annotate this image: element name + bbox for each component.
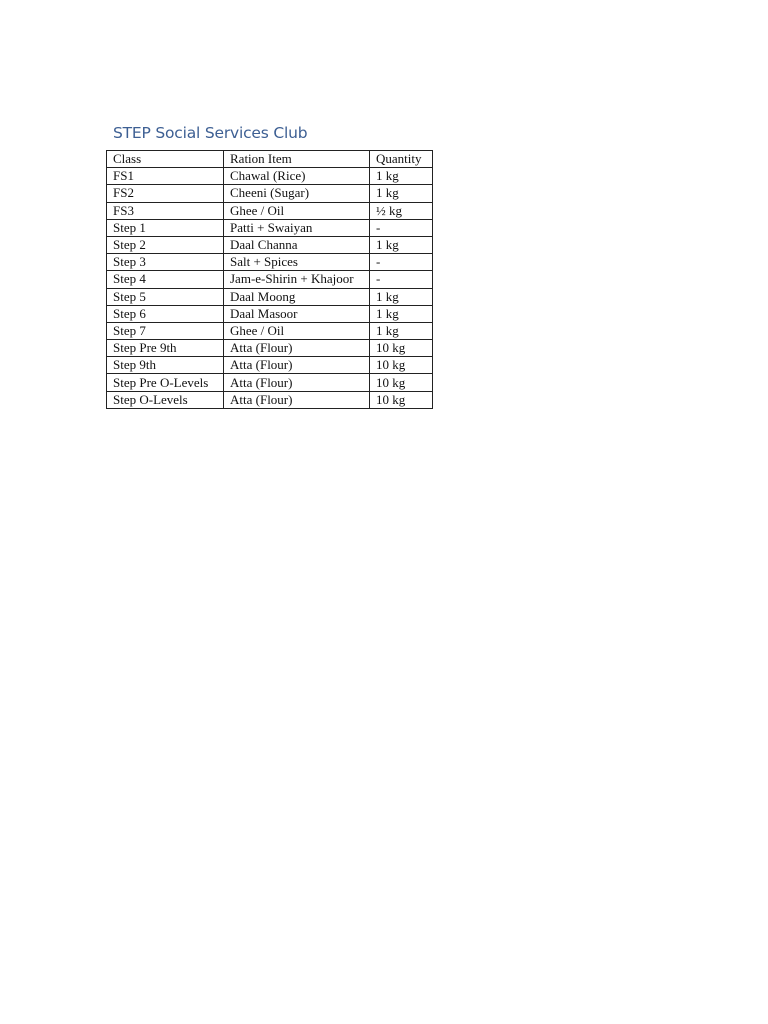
- cell-ration-item: Chawal (Rice): [224, 168, 370, 185]
- table-row: [107, 288, 433, 305]
- cell-class: FS1: [107, 168, 224, 185]
- cell-quantity: 10 kg: [370, 357, 433, 374]
- cell-quantity: 10 kg: [370, 340, 433, 357]
- table-header-row: [107, 151, 433, 168]
- cell-class: Step 9th: [107, 357, 224, 374]
- cell-quantity: 1 kg: [370, 236, 433, 253]
- cell-quantity: 1 kg: [370, 168, 433, 185]
- cell-class: Step Pre 9th: [107, 340, 224, 357]
- table-row: [107, 271, 433, 288]
- cell-class: Step 3: [107, 254, 224, 271]
- table-row: [107, 236, 433, 253]
- table-row: [107, 374, 433, 391]
- table-row: [107, 219, 433, 236]
- cell-ration-item: Atta (Flour): [224, 340, 370, 357]
- cell-class: Step Pre O-Levels: [107, 374, 224, 391]
- cell-ration-item: Daal Moong: [224, 288, 370, 305]
- cell-ration-item: Daal Masoor: [224, 305, 370, 322]
- cell-quantity: 1 kg: [370, 185, 433, 202]
- cell-quantity: 1 kg: [370, 322, 433, 339]
- table-row: [107, 185, 433, 202]
- cell-quantity: -: [370, 271, 433, 288]
- cell-ration-item: Atta (Flour): [224, 357, 370, 374]
- table-row: [107, 357, 433, 374]
- cell-class: Step 4: [107, 271, 224, 288]
- cell-quantity: ½ kg: [370, 202, 433, 219]
- header-quantity: Quantity: [370, 151, 433, 168]
- table-row: [107, 305, 433, 322]
- cell-class: FS2: [107, 185, 224, 202]
- ration-table-body: [107, 151, 433, 409]
- table-row: [107, 391, 433, 408]
- ration-table: [106, 150, 433, 409]
- table-row: [107, 254, 433, 271]
- cell-class: Step 5: [107, 288, 224, 305]
- cell-class: Step 7: [107, 322, 224, 339]
- cell-ration-item: Atta (Flour): [224, 374, 370, 391]
- cell-class: FS3: [107, 202, 224, 219]
- header-class: Class: [107, 151, 224, 168]
- cell-ration-item: Ghee / Oil: [224, 202, 370, 219]
- cell-quantity: 10 kg: [370, 374, 433, 391]
- cell-class: Step 1: [107, 219, 224, 236]
- cell-ration-item: Ghee / Oil: [224, 322, 370, 339]
- cell-class: Step 2: [107, 236, 224, 253]
- table-row: [107, 340, 433, 357]
- cell-ration-item: Daal Channa: [224, 236, 370, 253]
- table-row: [107, 202, 433, 219]
- cell-class: Step 6: [107, 305, 224, 322]
- header-ration-item: Ration Item: [224, 151, 370, 168]
- cell-ration-item: Jam-e-Shirin + Khajoor: [224, 271, 370, 288]
- cell-ration-item: Atta (Flour): [224, 391, 370, 408]
- cell-quantity: -: [370, 219, 433, 236]
- cell-ration-item: Cheeni (Sugar): [224, 185, 370, 202]
- cell-class: Step O-Levels: [107, 391, 224, 408]
- table-row: [107, 322, 433, 339]
- cell-ration-item: Patti + Swaiyan: [224, 219, 370, 236]
- cell-quantity: 1 kg: [370, 288, 433, 305]
- cell-quantity: -: [370, 254, 433, 271]
- cell-ration-item: Salt + Spices: [224, 254, 370, 271]
- document-title: STEP Social Services Club: [113, 124, 308, 142]
- table-row: [107, 168, 433, 185]
- cell-quantity: 1 kg: [370, 305, 433, 322]
- cell-quantity: 10 kg: [370, 391, 433, 408]
